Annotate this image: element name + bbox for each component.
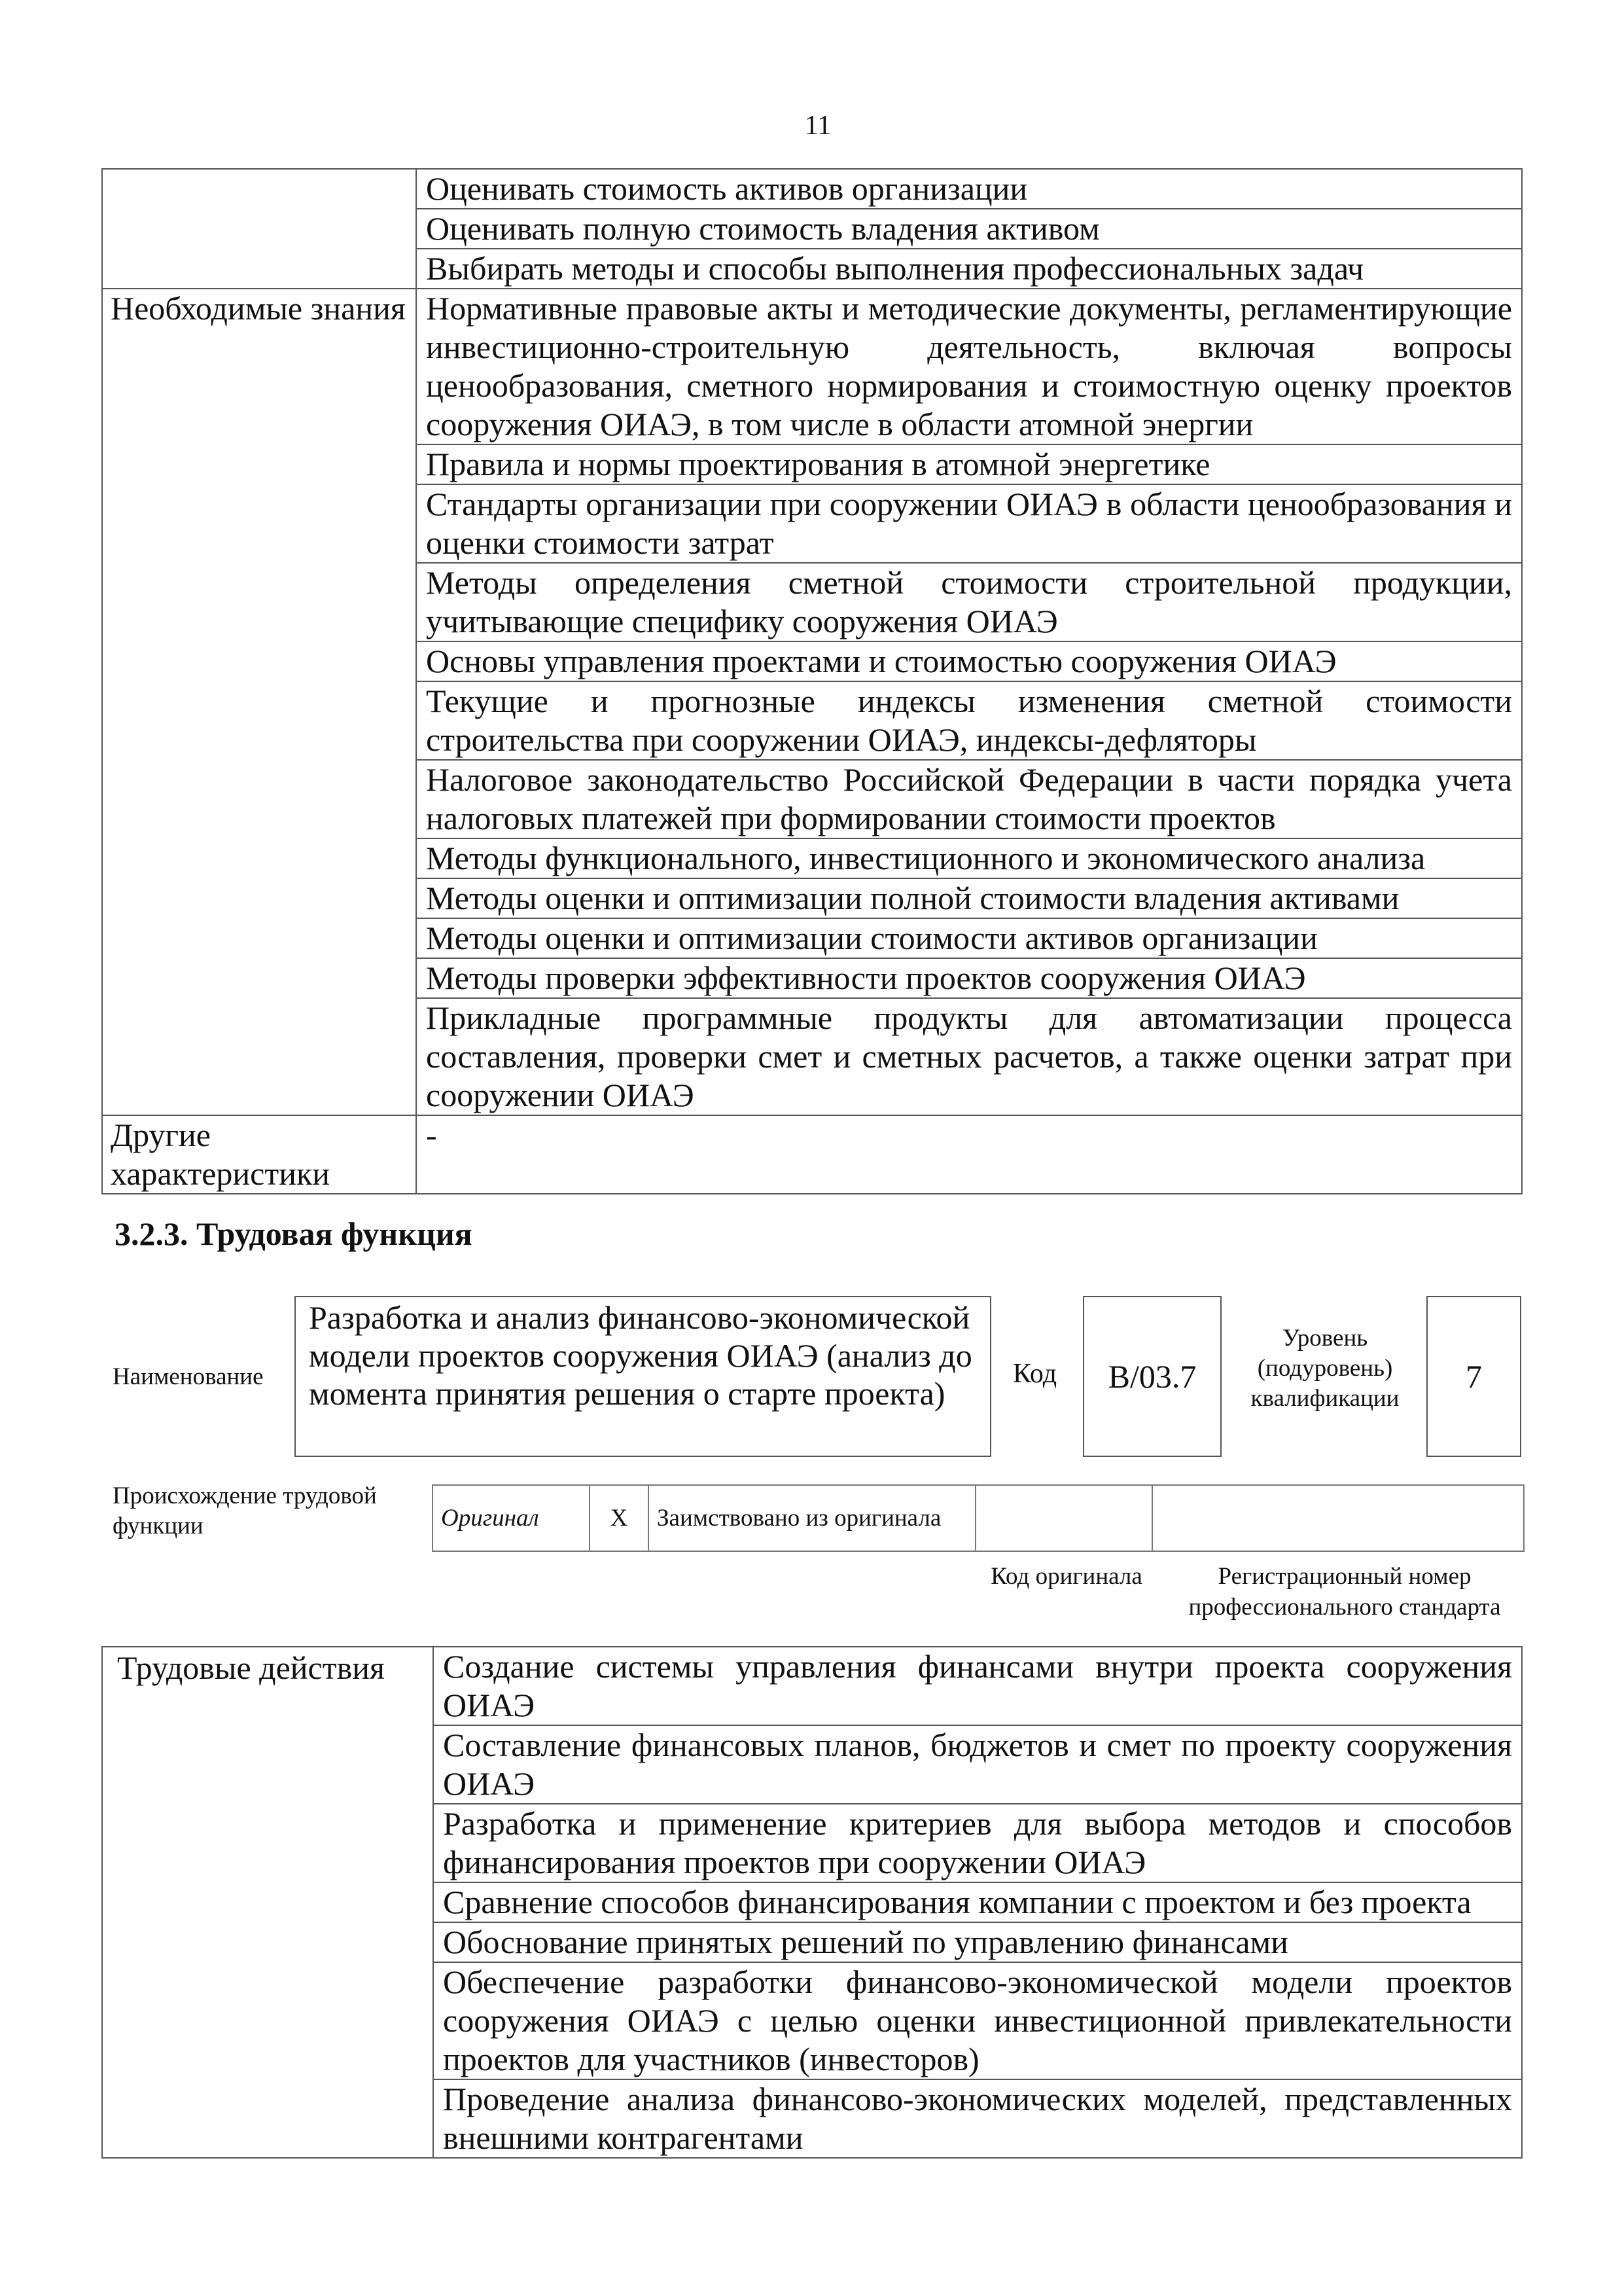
page-number: 11: [804, 111, 832, 141]
table-row: [102, 1647, 1522, 1725]
origin-reg-number-cell: [1152, 1485, 1524, 1551]
table-cell: Методы функционального, инвестиционного и экономического анализа: [416, 838, 1522, 878]
code-original-caption: Код оригинала: [991, 1563, 1142, 1590]
table-cell: Методы проверки эффективности проектов сооружения ОИАЭ: [416, 958, 1522, 998]
origin-table: [432, 1484, 1525, 1552]
origin-label: Происхождение трудовой функции: [113, 1482, 377, 1539]
level-label: Уровень (подуровень) квалификации: [1250, 1325, 1400, 1412]
knowledge-label: Необходимые знания: [102, 289, 416, 1115]
function-code-value: В/03.7: [1083, 1296, 1222, 1457]
table-cell: Стандарты организации при сооружении ОИАЭ в области ценообразования и оценки стоимости затрат: [416, 484, 1522, 563]
table-cell: Оценивать стоимость активов организации: [416, 169, 1522, 209]
table-cell: Нормативные правовые акты и методические документы, регламентирующие инвестиционно-строительную деятельность, включая вопросы ценообразования, сметного нормирования и стоимостную оценку проектов сооружения ОИАЭ, в том числе в области атомной энергии: [416, 289, 1522, 444]
table-cell-empty: [102, 169, 416, 289]
table-cell: Оценивать полную стоимость владения активом: [416, 209, 1522, 249]
table-row: [102, 289, 1522, 444]
table-cell: Методы определения сметной стоимости строительной продукции, учитывающие специфику сооружения ОИАЭ: [416, 563, 1522, 641]
origin-original-cell: Оригинал: [432, 1485, 590, 1551]
table-cell: Составление финансовых планов, бюджетов и смет по проекту сооружения ОИАЭ: [433, 1725, 1522, 1804]
table-cell: Выбирать методы и способы выполнения профессиональных задач: [416, 249, 1522, 289]
table-cell: Обеспечение разработки финансово-экономической модели проектов сооружения ОИАЭ с целью оценки инвестиционной привлекательности проектов для участников (инвесторов): [433, 1962, 1522, 2079]
code-label: Код: [1013, 1359, 1057, 1389]
origin-code-cell: [976, 1485, 1152, 1551]
table-cell: Прикладные программные продукты для автоматизации процесса составления, проверки смет и сметных расчетов, а также оценки затрат при сооружении ОИАЭ: [416, 998, 1522, 1115]
table-cell: Правила и нормы проектирования в атомной энергетике: [416, 444, 1522, 484]
table-row: [102, 169, 1522, 209]
table-cell: Создание системы управления финансами внутри проекта сооружения ОИАЭ: [433, 1647, 1522, 1725]
actions-table: [101, 1646, 1523, 2159]
table-cell: Текущие и прогнозные индексы изменения сметной стоимости строительства при сооружении ОИАЭ, индексы-дефляторы: [416, 681, 1522, 760]
knowledge-table: [101, 168, 1523, 1194]
table-cell: Проведение анализа финансово-экономических моделей, представленных внешними контрагентами: [433, 2079, 1522, 2158]
table-cell: Основы управления проектами и стоимостью сооружения ОИАЭ: [416, 641, 1522, 681]
other-characteristics-label: Другие характеристики: [102, 1115, 416, 1194]
table-row: [432, 1485, 1524, 1551]
table-row: [102, 1115, 1522, 1194]
section-heading: 3.2.3. Трудовая функция: [115, 1215, 472, 1252]
origin-mark-cell: X: [590, 1485, 648, 1551]
other-characteristics-value: -: [416, 1115, 1522, 1194]
table-cell: Разработка и применение критериев для выбора методов и способов финансирования проектов при сооружении ОИАЭ: [433, 1804, 1522, 1882]
table-cell: Налоговое законодательство Российской Федерации в части порядка учета налоговых платежей при формировании стоимости проектов: [416, 760, 1522, 838]
reg-number-caption: Регистрационный номер профессионального стандарта: [1188, 1563, 1501, 1621]
origin-borrowed-cell: Заимствовано из оригинала: [648, 1485, 976, 1551]
table-cell: Обоснование принятых решений по управлению финансами: [433, 1922, 1522, 1962]
table-cell: Методы оценки и оптимизации полной стоимости владения активами: [416, 878, 1522, 918]
level-value: 7: [1426, 1296, 1521, 1457]
actions-label: Трудовые действия: [102, 1647, 433, 2158]
function-name-value: Разработка и анализ финансово-экономической модели проектов сооружения ОИАЭ (анализ до момента принятия решения о старте проекта): [294, 1296, 991, 1457]
table-cell: Сравнение способов финансирования компании с проектом и без проекта: [433, 1882, 1522, 1922]
name-label: Наименование: [113, 1363, 264, 1390]
table-cell: Методы оценки и оптимизации стоимости активов организации: [416, 918, 1522, 958]
